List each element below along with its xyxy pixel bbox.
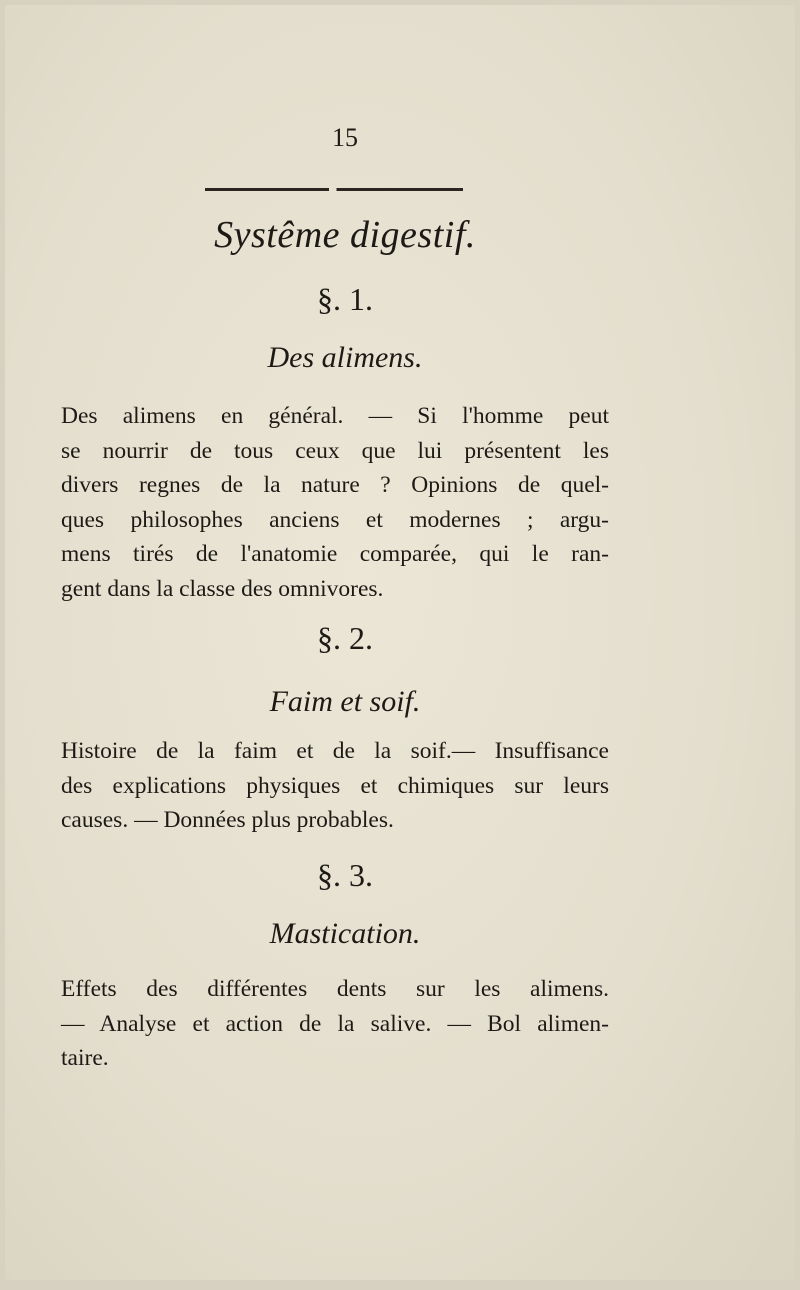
text-line: Des alimens en général. — Si l'homme peut: [61, 403, 609, 429]
text-line: se nourrir de tous ceux que lui présentent les: [61, 437, 609, 464]
book-page: [5, 5, 795, 1280]
section-2-title: Faim et soif.: [269, 685, 421, 718]
text-line: — Analyse et action de la salive. — Bol alimen-: [61, 1010, 609, 1037]
text-line: ques philosophes anciens et modernes ; argu-: [61, 506, 609, 533]
chapter-title: Systême digestif.: [214, 214, 476, 256]
text-line: gent dans la classe des omnivores.: [61, 575, 384, 602]
page-number: 15: [332, 123, 358, 152]
text-line: causes. — Données plus probables.: [61, 807, 394, 833]
section-3-marker: §. 3.: [317, 857, 373, 893]
text-line: des explications physiques et chimiques sur leurs: [61, 772, 609, 799]
section-1-marker: §. 1.: [317, 281, 373, 317]
section-2-body: [61, 734, 609, 838]
section-2-marker: §. 2.: [317, 620, 373, 656]
text-line: Effets des différentes dents sur les alimens.: [61, 976, 609, 1002]
section-1-title: Des alimens.: [267, 341, 423, 374]
text-line: mens tirés de l'anatomie comparée, qui le ran-: [61, 541, 609, 567]
header-rule: [205, 188, 463, 191]
section-1-body: [61, 399, 609, 606]
text-line: divers regnes de la nature ? Opinions de quel-: [61, 472, 609, 498]
text-line: Histoire de la faim et de la soif.— Insuffisance: [61, 738, 609, 764]
section-3-body: [61, 972, 609, 1076]
text-line: taire.: [61, 1045, 109, 1071]
section-3-title: Mastication.: [269, 917, 421, 950]
